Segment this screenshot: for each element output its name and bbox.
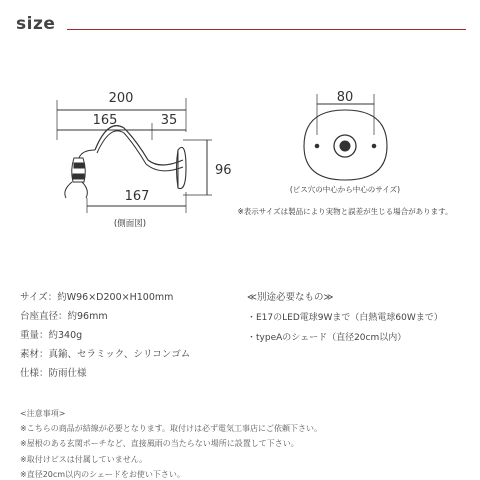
spec-list — [20, 292, 230, 387]
separately-required-list — [247, 292, 472, 352]
separately-required-shade: ・typeAのシェード（直径20cm以内） — [247, 333, 407, 343]
caution-placement: ※屋根のある玄関ポーチなど、直接風雨の当たらない場所に設置して下さい。 — [20, 439, 299, 449]
dim-width-label: 80 — [336, 90, 354, 105]
separately-required-title: ≪別途必要なもの≫ — [247, 292, 334, 303]
dim-bottom-label: 167 — [124, 189, 150, 204]
dim-arm-label: 165 — [92, 113, 118, 128]
separately-required-bulb: ・E17のLED電球9Wまで（白熱電球60Wまで） — [247, 313, 443, 323]
dim-cap-label: 35 — [160, 113, 178, 128]
caution-screws: ※取付けビスは付属していません。 — [20, 454, 148, 464]
front-view-caption: (ビス穴の中心から中心のサイズ) — [289, 185, 401, 194]
caution-shade-size: ※直径20cm以内のシェードをお使い下さい。 — [20, 469, 185, 479]
spec-material: 素材：真鍮、セラミック、シリコンゴム — [20, 349, 191, 360]
section-title: size — [16, 14, 56, 34]
spec-size: サイズ：約W96×D200×H100mm — [20, 292, 174, 303]
caution-wiring: ※こちらの商品が結線が必要となります。取付けは必ず電気工事店にご依頼下さい。 — [20, 424, 323, 434]
size-disclaimer: ※表示サイズは製品により実物と誤差が生じる場合があります。 — [237, 207, 453, 216]
spec-weight: 重量：約340g — [20, 330, 83, 341]
spec-base-diameter: 台座直径：約96mm — [20, 311, 108, 322]
caution-title: <注意事項> — [20, 409, 66, 418]
spec-feature: 仕様：防雨仕様 — [20, 368, 87, 379]
front-view-drawing — [304, 94, 387, 180]
dim-total-label: 200 — [108, 91, 134, 106]
caution-notes — [20, 408, 470, 480]
dim-height-label: 96 — [215, 163, 232, 178]
side-view-caption: (側面図) — [113, 219, 147, 229]
